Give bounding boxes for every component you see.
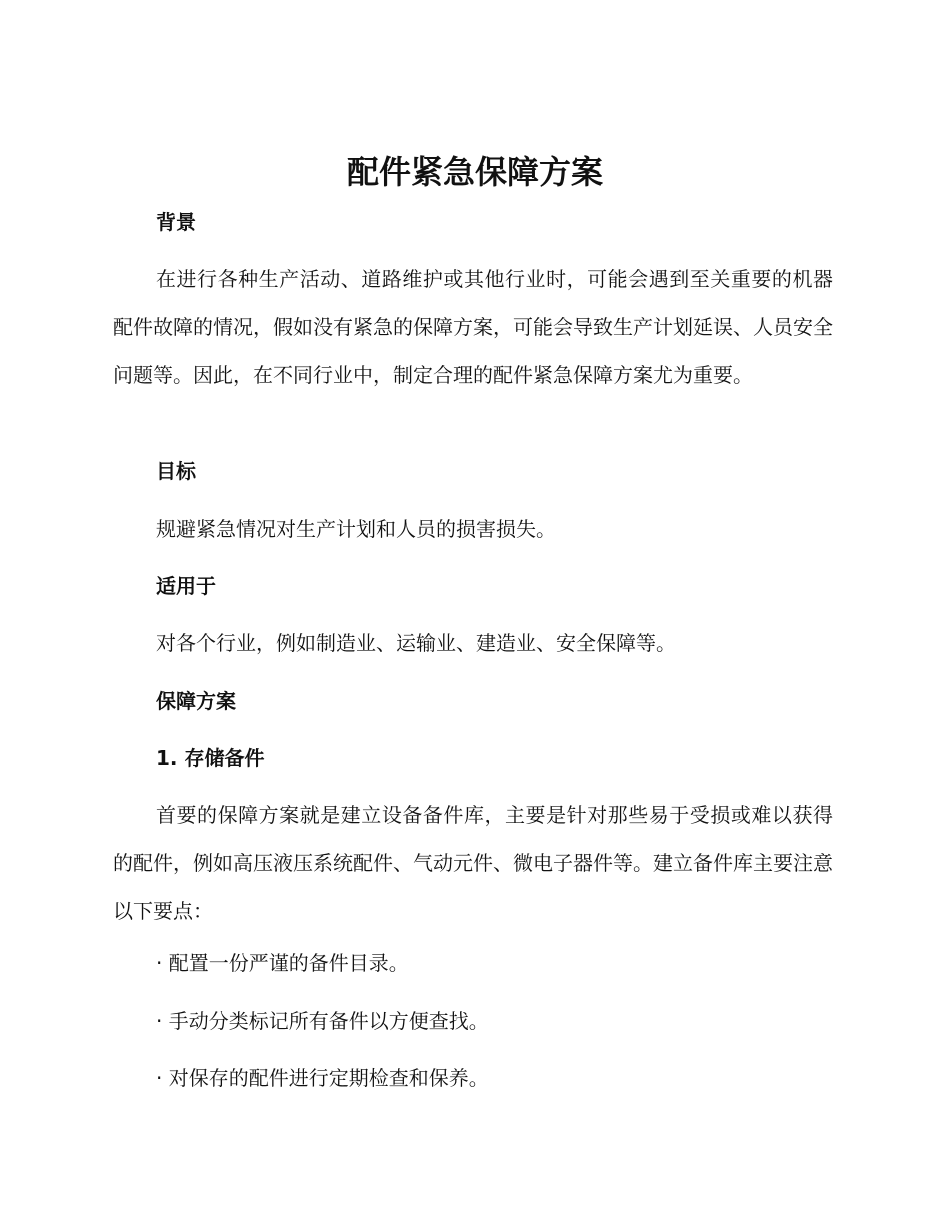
section-heading-goal: 目标 xyxy=(156,459,196,483)
section-heading-applicable: 适用于 xyxy=(156,574,216,598)
list-item: · 配置一份严谨的备件目录。 xyxy=(156,951,409,975)
background-paragraph: 在进行各种生产活动、道路维护或其他行业时，可能会遇到至关重要的机器配件故障的情况，假如没有紧急的保障方案，可能会导致生产计划延误、人员安全问题等。因此，在不同行业中，制定合理的配件紧急保障方案尤为重要。 xyxy=(113,267,833,387)
applicable-paragraph: 对各个行业，例如制造业、运输业、建造业、安全保障等。 xyxy=(156,631,676,655)
storage-paragraph: 首要的保障方案就是建立设备备件库，主要是针对那些易于受损或难以获得的配件，例如高压液压系统配件、气动元件、微电子器件等。建立备件库主要注意以下要点： xyxy=(113,803,833,923)
section-heading-background: 背景 xyxy=(156,210,196,234)
section-heading-plan: 保障方案 xyxy=(156,689,236,713)
goal-paragraph: 规避紧急情况对生产计划和人员的损害损失。 xyxy=(156,517,556,541)
list-item: · 手动分类标记所有备件以方便查找。 xyxy=(156,1009,489,1033)
list-item: · 对保存的配件进行定期检查和保养。 xyxy=(156,1066,489,1090)
document-title: 配件紧急保障方案 xyxy=(346,153,603,191)
subsection-heading-storage: 1. 存储备件 xyxy=(156,746,265,770)
